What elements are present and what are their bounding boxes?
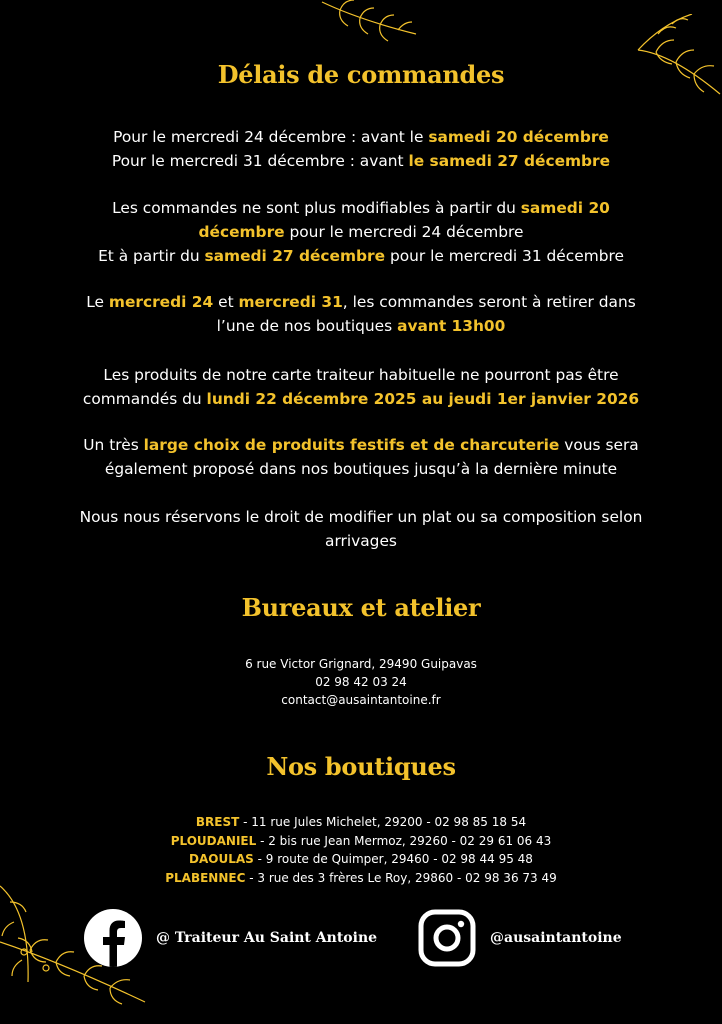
deadline-date: le samedi 27 décembre	[408, 152, 611, 170]
shop-item	[0, 850, 722, 869]
pickup-text: , les commandes seront à retirer dans l’une de nos boutiques	[216, 293, 636, 335]
office-email[interactable]: contact@ausaintantoine.fr	[281, 693, 441, 707]
deadline-line-24	[40, 125, 682, 149]
pickup-date: mercredi 24	[108, 293, 214, 311]
deadlines-paragraph	[40, 125, 682, 173]
branch-top-center-icon	[320, 0, 420, 48]
pickup-text: et	[213, 293, 239, 311]
pickup-paragraph	[70, 290, 652, 338]
shop-item	[0, 813, 722, 832]
modifications-paragraph	[82, 196, 640, 268]
section-title-orders: Délais de commandes	[217, 60, 505, 89]
deadline-text: Pour le mercredi 24 décembre : avant le	[113, 128, 429, 146]
usual-menu-paragraph	[66, 363, 656, 411]
deadline-line-31	[40, 149, 682, 173]
office-address: 6 rue Victor Grignard, 29490 Guipavas	[245, 657, 477, 671]
usual-menu-dates: lundi 22 décembre 2025 au jeudi 1er janvier 2026	[206, 390, 640, 408]
shop-item	[0, 832, 722, 851]
shop-city: BREST	[195, 815, 240, 829]
office-phone: 02 98 42 03 24	[315, 675, 407, 689]
facebook-link[interactable]	[84, 908, 377, 968]
facebook-icon[interactable]	[84, 909, 142, 967]
choice-text: Un très	[83, 436, 144, 454]
reserve-text: Nous nous réservons le droit de modifier un plat ou sa composition selon arrivages	[79, 508, 643, 550]
mod-date: samedi 27 décembre	[204, 247, 386, 265]
shop-item	[0, 869, 722, 888]
deadline-text: Pour le mercredi 31 décembre : avant	[111, 152, 409, 170]
mod-text: Et à partir du	[98, 247, 205, 265]
shop-city: DAOULAS	[189, 852, 254, 866]
mod-date: samedi 20 décembre	[198, 199, 610, 241]
mod-text: pour le mercredi 24 décembre	[284, 223, 524, 241]
choice-highlight: large choix de produits festifs et de charcuterie	[143, 436, 560, 454]
section-title-shops: Nos boutiques	[266, 752, 456, 781]
pickup-text: Le	[86, 293, 109, 311]
instagram-handle[interactable]: @ausaintantoine	[490, 930, 622, 946]
shop-city: PLOUDANIEL	[170, 833, 257, 848]
shop-details: - 2 bis rue Jean Mermoz, 29260 - 02 29 61 06 43	[256, 833, 552, 848]
reserve-paragraph	[60, 505, 662, 553]
pickup-time: avant 13h00	[397, 317, 506, 335]
choice-paragraph	[70, 433, 652, 481]
deadline-date: samedi 20 décembre	[428, 128, 609, 146]
shop-details: - 9 route de Quimper, 29460 - 02 98 44 95 48	[253, 852, 533, 866]
mod-text: pour le mercredi 31 décembre	[385, 247, 624, 265]
usual-menu-text: Les produits de notre carte traiteur habituelle ne pourront pas être commandés du	[82, 366, 619, 408]
shop-details: - 11 rue Jules Michelet, 29200 - 02 98 85 18 54	[239, 815, 527, 829]
choice-text: vous sera également proposé dans nos boutiques jusqu’à la dernière minute	[104, 436, 639, 478]
mod-text: Les commandes ne sont plus modifiables à partir du	[112, 199, 521, 217]
offices-info	[0, 655, 722, 709]
facebook-handle[interactable]: @ Traiteur Au Saint Antoine	[156, 930, 378, 946]
shop-details: - 3 rue des 3 frères Le Roy, 29860 - 02 98 36 73 49	[245, 870, 557, 885]
section-title-offices: Bureaux et atelier	[241, 593, 481, 622]
shops-list	[0, 813, 722, 887]
instagram-icon[interactable]	[418, 909, 476, 967]
instagram-link[interactable]	[418, 908, 622, 968]
shop-city: PLABENNEC	[165, 870, 246, 885]
pickup-date: mercredi 31	[238, 293, 343, 311]
